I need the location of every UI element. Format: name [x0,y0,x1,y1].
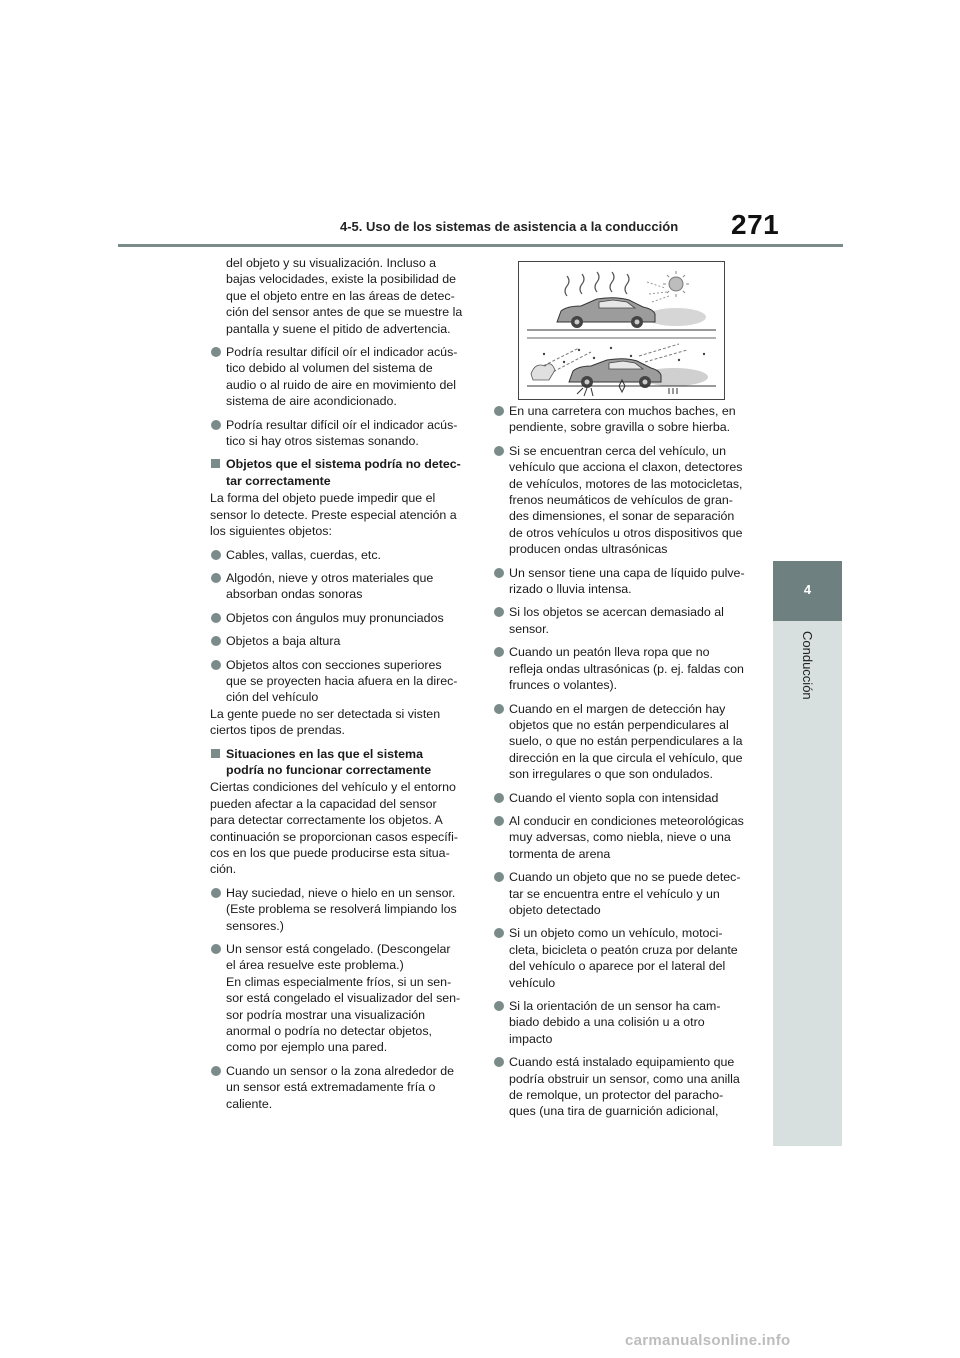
circle-bullet-icon [494,704,504,714]
circle-bullet-icon [494,816,504,826]
list-item: Un sensor está congelado. (Descongelar el área resuelve este problema.) En climas especialmente fríos, si un sen- sor está congelado el visualizador del sen- sor podría mostrar una visualización anormal o podría no detectar objetos, como por ejemplo una pared. [210,941,468,1056]
note-paragraph: La gente puede no ser detectada si visten ciertos tipos de prendas. [210,706,441,738]
circle-bullet-icon [211,550,221,560]
circle-bullet-icon [494,446,504,456]
circle-bullet-icon [494,1001,504,1011]
circle-bullet-icon [494,568,504,578]
list-item: Algodón, nieve y otros materiales que absorban ondas sonoras [210,570,468,603]
list-item: En una carretera con muchos baches, en pendiente, sobre gravilla o sobre hierba. [493,403,755,436]
list-item: Podría resultar difícil oír el indicador acús- tico debido al volumen del sistema de audio o al ruido de aire en movimiento del sistema de aire acondicionado. [210,344,468,410]
body-paragraph: Ciertas condiciones del vehículo y el entorno pueden afectar a la capacidad del sensor para detectar correctamente los objetos. A continuación se proporcionan casos específi- cos en los que puede producirse esta situa- ción. [210,780,458,877]
list-item: Si un objeto como un vehículo, motoci- cleta, bicicleta o peatón cruza por delante del vehículo o aparece por el lateral del vehículo [493,925,755,991]
list-item: Un sensor tiene una capa de líquido pulve- rizado o lluvia intensa. [493,565,755,598]
circle-bullet-icon [211,347,221,357]
circle-bullet-icon [211,573,221,583]
chapter-tab [773,561,842,621]
list-item: Cuando está instalado equipamiento que podría obstruir un sensor, como una anilla de remolque, un protector del paracho- ques (una tira de guarnición adicional, [493,1054,755,1120]
circle-bullet-icon [211,1066,221,1076]
circle-bullet-icon [494,607,504,617]
page-number: 271 [731,209,780,240]
circle-bullet-icon [211,613,221,623]
section-heading: Objetos que el sistema podría no detec- tar correctamente [210,456,468,489]
section-heading: Situaciones en las que el sistema podría no funcionar correctamente [210,746,468,779]
list-item: Cuando un peatón lleva ropa que no refleja ondas ultrasónicas (p. ej. faldas con frunces o volantes). [493,644,755,693]
chapter-number: 4 [803,582,812,597]
site-watermark: carmanualsonline.info [625,1332,791,1349]
square-heading-icon [211,459,220,468]
list-item: Si la orientación de un sensor ha cam- biado debido a una colisión u a otro impacto [493,998,755,1047]
circle-bullet-icon [494,406,504,416]
list-item: Podría resultar difícil oír el indicador acús- tico si hay otros sistemas sonando. [210,417,468,450]
circle-bullet-icon [211,888,221,898]
circle-bullet-icon [211,420,221,430]
list-item: Cuando el viento sopla con intensidad [493,790,755,806]
circle-bullet-icon [494,647,504,657]
header-divider [118,244,843,247]
list-item: Al conducir en condiciones meteorológicas muy adversas, como niebla, nieve o una tormenta de arena [493,813,755,862]
list-item: Si se encuentran cerca del vehículo, un vehículo que acciona el claxon, detectores de vehículos, motores de las motocicletas, frenos neumáticos de vehículos de gran- des dimensiones, el sonar de separación de otros vehículos u otros dispositivos que producen ondas ultrasónicas [493,443,755,558]
list-item: Cuando un objeto que no se puede detec- tar se encuentra entre el vehículo y un objeto detectado [493,869,755,918]
car-scene-image [519,262,724,399]
chapter-label: Conducción [800,631,815,700]
right-column [493,403,755,1127]
list-item: Cuando en el margen de detección hay objetos que no están perpendiculares al suelo, o que no están perpendiculares a la dirección en la que circula el vehículo, que son irregulares o que son ondulados. [493,701,755,783]
chapter-side-strip [773,621,842,1146]
left-column [210,255,468,1119]
body-paragraph: La forma del objeto puede impedir que el sensor lo detecte. Preste especial atención a los siguientes objetos: [210,491,457,539]
list-item: Objetos con ángulos muy pronunciados [210,610,468,626]
intro-paragraph: del objeto y su visualización. Incluso a bajas velocidades, existe la posibilidad de que el objeto entre en las áreas de detec- ción del sensor antes de que se muestre la pantalla y suene el pitido de advertencia. [226,256,463,336]
circle-bullet-icon [494,793,504,803]
list-item: Objetos altos con secciones superiores que se proyecten hacia afuera en la direc- ción del vehículo [210,657,468,706]
weather-conditions-illustration [518,261,725,400]
list-item: Objetos a baja altura [210,633,468,649]
list-item: Si los objetos se acercan demasiado al sensor. [493,604,755,637]
circle-bullet-icon [211,636,221,646]
circle-bullet-icon [211,944,221,954]
section-title: 4-5. Uso de los sistemas de asistencia a la conducción [340,219,679,234]
circle-bullet-icon [494,1057,504,1067]
square-heading-icon [211,749,220,758]
circle-bullet-icon [211,660,221,670]
circle-bullet-icon [494,928,504,938]
list-item: Cables, vallas, cuerdas, etc. [210,547,468,563]
circle-bullet-icon [494,872,504,882]
list-item: Hay suciedad, nieve o hielo en un sensor. (Este problema se resolverá limpiando los sensores.) [210,885,468,934]
list-item: Cuando un sensor o la zona alrededor de un sensor está extremadamente fría o caliente. [210,1063,468,1112]
